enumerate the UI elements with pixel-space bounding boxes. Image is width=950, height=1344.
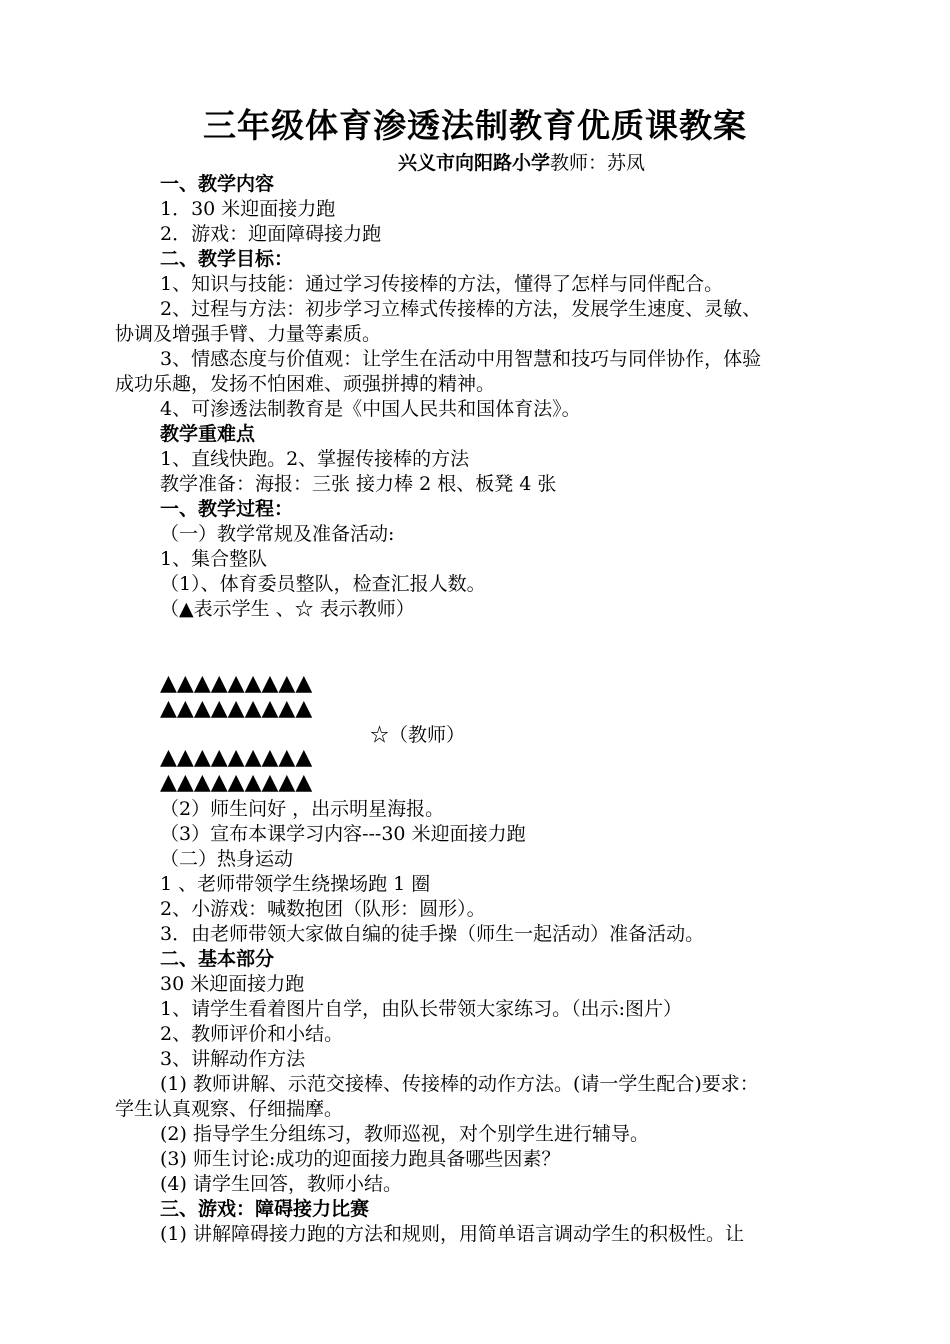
text-line: 30 米迎面接力跑 — [160, 973, 305, 995]
text-line: (1) 教师讲解、示范交接棒、传接棒的动作方法。(请一学生配合)要求： — [160, 1073, 759, 1095]
text-line: 2、小游戏：喊数抱团（队形：圆形）。 — [160, 898, 486, 920]
text-line: 1、直线快跑。2、掌握传接棒的方法 — [160, 448, 470, 470]
text-line: (4) 请学生回答，教师小结。 — [160, 1173, 402, 1195]
teacher-name: 教师：苏凤 — [550, 152, 646, 174]
page-title: 三年级体育渗透法制教育优质课教案 — [203, 106, 747, 145]
text-line: （1）、体育委员整队，检查汇报人数。 — [160, 573, 486, 595]
student-row: ▲▲▲▲▲▲▲▲▲ — [160, 696, 313, 721]
text-line: (1) 讲解障碍接力跑的方法和规则，用简单语言调动学生的积极性。让 — [160, 1223, 744, 1245]
text-line: 2、过程与方法：初步学习立棒式传接棒的方法，发展学生速度、灵敏、 — [160, 298, 762, 320]
text-line: 4、可渗透法制教育是《中国人民共和国体育法》。 — [160, 398, 581, 420]
student-row: ▲▲▲▲▲▲▲▲▲ — [160, 671, 313, 696]
text-line: （二）热身运动 — [160, 848, 294, 870]
text-line: 协调及增强手臂、力量等素质。 — [115, 323, 382, 345]
text-line: （3）宣布本课学习内容---30 米迎面接力跑 — [160, 823, 526, 845]
text-line: （2）师生问好 ，出示明星海报。 — [160, 798, 445, 820]
teacher-marker: ☆（教师） — [370, 724, 466, 746]
text-line: 1、知识与技能：通过学习传接棒的方法，懂得了怎样与同伴配合。 — [160, 273, 724, 295]
text-line: 2、教师评价和小结。 — [160, 1023, 344, 1045]
school-name: 兴义市向阳路小学 — [398, 152, 551, 174]
author-line — [398, 148, 645, 175]
text-line: 学生认真观察、仔细揣摩。 — [115, 1098, 344, 1120]
text-line: 1、集合整队 — [160, 548, 268, 570]
text-line: 3．由老师带领大家做自编的徒手操（师生一起活动）准备活动。 — [160, 923, 705, 945]
text-line: 1．30 米迎面接力跑 — [160, 198, 336, 220]
student-row: ▲▲▲▲▲▲▲▲▲ — [160, 770, 313, 795]
section-heading: 教学重难点 — [160, 423, 256, 445]
text-line: 3、情感态度与价值观：让学生在活动中用智慧和技巧与同伴协作，体验 — [160, 348, 762, 370]
text-line: （一）教学常规及准备活动: — [160, 523, 395, 545]
text-line: 成功乐趣，发扬不怕困难、顽强拼搏的精神。 — [115, 373, 496, 395]
section-heading: 二、基本部分 — [160, 948, 275, 970]
text-line: 3、讲解动作方法 — [160, 1048, 306, 1070]
text-line: (2) 指导学生分组练习，教师巡视，对个别学生进行辅导。 — [160, 1123, 649, 1145]
section-heading: 二、教学目标： — [160, 248, 294, 270]
student-row: ▲▲▲▲▲▲▲▲▲ — [160, 745, 313, 770]
text-line: 教学准备：海报：三张 接力棒 2 根、板凳 4 张 — [160, 473, 557, 495]
text-line: 1、请学生看着图片自学，由队长带领大家练习。（出示:图片） — [160, 998, 682, 1020]
section-heading: 一、教学过程： — [160, 498, 294, 520]
text-line: 2．游戏：迎面障碍接力跑 — [160, 223, 382, 245]
section-heading: 一、教学内容 — [160, 173, 275, 195]
text-line: （▲表示学生 、☆ 表示教师） — [160, 598, 415, 620]
text-line: 1 、老师带领学生绕操场跑 1 圈 — [160, 873, 431, 895]
text-line: (3) 师生讨论:成功的迎面接力跑具备哪些因素？ — [160, 1148, 561, 1170]
section-heading: 三、游戏：障碍接力比赛 — [160, 1198, 370, 1220]
